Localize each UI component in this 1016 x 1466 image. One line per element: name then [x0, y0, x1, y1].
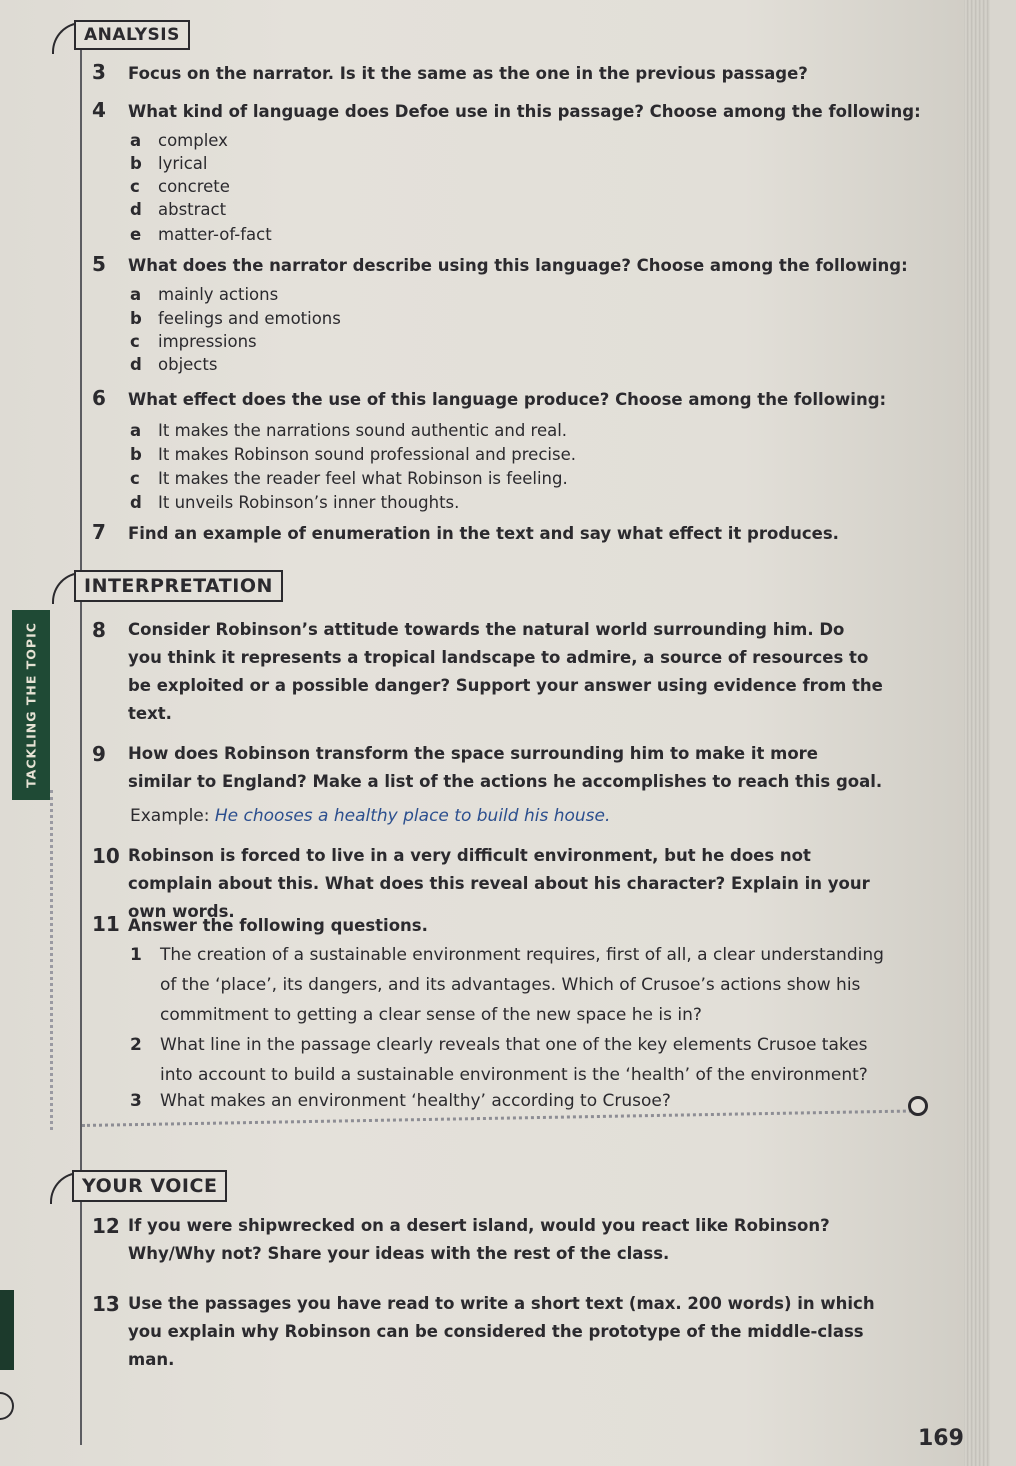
- question-7: [92, 518, 839, 548]
- example-label: Example:: [130, 806, 210, 826]
- sub-question: 3 What makes an environment ‘healthy’ according to Crusoe?: [130, 1091, 671, 1111]
- question-text: Consider Robinson’s attitude towards the natural world surrounding him. Do you think it represents a tropical landscape to admire, a source of resources to be exploited or a possible danger? Support your answer using evidence from the text.: [128, 620, 883, 723]
- question-text: How does Robinson transform the space surrounding him to make it more similar to England? Make a list of the actions he accomplishes to reach this goal.: [128, 744, 883, 791]
- sub-question: 1 The creation of a sustainable environment requires, first of all, a clear understanding of the ‘place’, its dangers, and its advantages. Which of Crusoe’s actions show his commitment to getting a clear sense of the new space he is in?: [130, 945, 884, 1025]
- page-corner-mark: [0, 1392, 14, 1420]
- option: a mainly actions: [130, 285, 279, 304]
- question-text: Find an example of enumeration in the text and say what effect it produces.: [128, 524, 839, 543]
- question-8: [92, 616, 892, 728]
- option: d abstract: [130, 200, 227, 219]
- page-number: 169: [918, 1426, 964, 1451]
- question-3: [92, 58, 808, 88]
- option: e matter-of-fact: [130, 225, 272, 244]
- question-number: 8: [92, 618, 106, 642]
- question-number: 3: [92, 60, 106, 84]
- question-number: 11: [92, 912, 120, 936]
- divider-end-circle: [908, 1096, 928, 1116]
- question-text: Answer the following questions.: [128, 916, 428, 935]
- option: a It makes the narrations sound authentic and real.: [130, 421, 568, 440]
- question-4: [92, 96, 921, 126]
- question-number: 5: [92, 252, 106, 276]
- option: a complex: [130, 131, 228, 150]
- example: [130, 806, 610, 826]
- option: b It makes Robinson sound professional and precise.: [130, 445, 576, 464]
- question-13: [92, 1290, 892, 1374]
- question-12: [92, 1212, 892, 1268]
- question-text: What kind of language does Defoe use in this passage? Choose among the following:: [128, 102, 921, 121]
- question-number: 9: [92, 742, 106, 766]
- question-text: If you were shipwrecked on a desert island, would you react like Robinson? Why/Why not? Share your ideas with the rest of the class.: [128, 1216, 830, 1263]
- option: c impressions: [130, 332, 257, 351]
- question-text: Robinson is forced to live in a very difficult environment, but he does not complain about this. What does this reveal about his character? Explain in your own words.: [128, 846, 870, 921]
- side-tab-bottom: [0, 1290, 14, 1370]
- question-number: 7: [92, 520, 106, 544]
- question-9: [92, 740, 892, 796]
- question-text: What effect does the use of this language produce? Choose among the following:: [128, 390, 887, 409]
- dotted-margin: [50, 790, 53, 1130]
- option: c concrete: [130, 177, 230, 196]
- option: b lyrical: [130, 154, 208, 173]
- section-heading-interpretation: INTERPRETATION: [74, 570, 283, 602]
- example-text: He chooses a healthy place to build his house.: [214, 806, 611, 826]
- question-number: 12: [92, 1214, 120, 1238]
- question-5: [92, 250, 908, 280]
- question-11: [92, 910, 428, 940]
- margin-rule: [80, 40, 82, 1445]
- question-number: 6: [92, 386, 106, 410]
- option: d objects: [130, 355, 218, 374]
- section-heading-analysis: ANALYSIS: [74, 20, 190, 50]
- question-6: [92, 384, 886, 414]
- page-edge: [964, 0, 990, 1466]
- side-tab-label: TACKLING THE TOPIC: [23, 622, 39, 788]
- option: b feelings and emotions: [130, 309, 341, 328]
- sub-question: 2 What line in the passage clearly reveals that one of the key elements Crusoe takes into account to build a sustainable environment is the ‘health’ of the environment?: [130, 1035, 868, 1085]
- question-text: Use the passages you have read to write a short text (max. 200 words) in which you explain why Robinson can be considered the prototype of the middle-class man.: [128, 1294, 875, 1369]
- question-number: 4: [92, 98, 106, 122]
- section-heading-your-voice: YOUR VOICE: [72, 1170, 227, 1202]
- question-text: Focus on the narrator. Is it the same as the one in the previous passage?: [128, 64, 808, 83]
- question-number: 13: [92, 1292, 120, 1316]
- question-text: What does the narrator describe using this language? Choose among the following:: [128, 256, 908, 275]
- question-number: 10: [92, 844, 120, 868]
- option: c It makes the reader feel what Robinson is feeling.: [130, 469, 568, 488]
- option: d It unveils Robinson’s inner thoughts.: [130, 493, 460, 512]
